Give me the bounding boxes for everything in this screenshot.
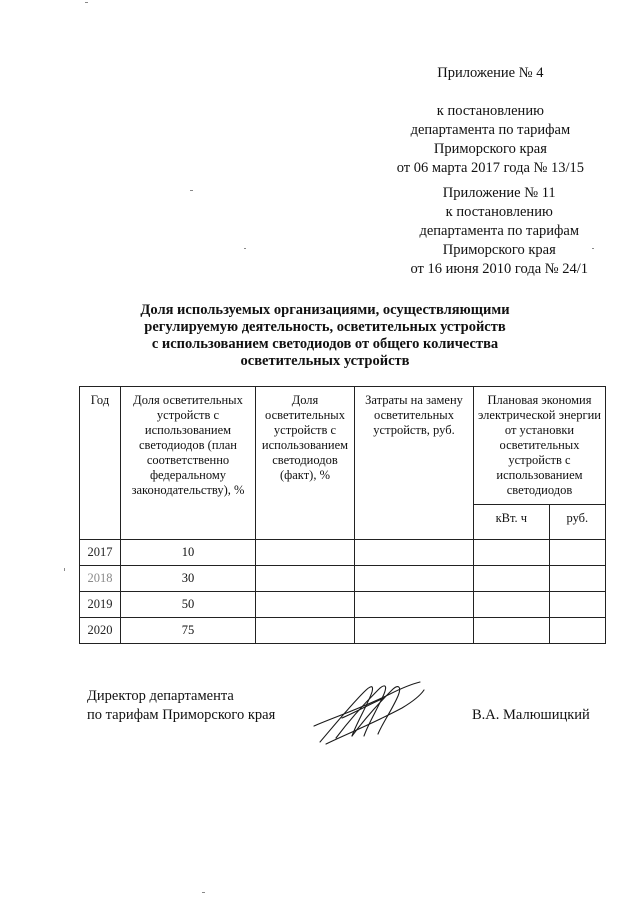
cell-costs [355,618,474,644]
appendix-11-line: Приморского края [442,242,556,258]
cell-rub [549,540,605,566]
appendix-11-block [410,184,588,279]
table-row [80,566,606,592]
title-line: регулируемую деятельность, осветительных устройств [144,319,506,335]
cell-year: 2020 [80,618,121,644]
appendix-4-line: Приморского края [433,141,547,157]
cell-year: 2018 [80,566,121,592]
appendix-11-line: департамента по тарифам [419,223,580,239]
cell-kwh [474,592,550,618]
header-savings: Плановая экономия электрической энергии от установки осветительных устройств с использованием светодиодов [474,387,606,505]
cell-plan: 30 [121,566,256,592]
table-row [80,540,606,566]
cell-kwh [474,618,550,644]
table-row [80,592,606,618]
scan-speck [64,568,65,571]
scan-speck [592,248,594,249]
cell-costs [355,592,474,618]
title-line: Доля используемых организациями, осуществляющими [140,302,510,318]
cell-plan: 75 [121,618,256,644]
appendix-4-line: департамента по тарифам [410,122,571,138]
cell-kwh [474,566,550,592]
appendix-4-block [397,64,584,178]
cell-fact [256,618,355,644]
scan-speck [244,248,246,249]
cell-kwh [474,540,550,566]
cell-plan: 10 [121,540,256,566]
header-share-plan: Доля осветительных устройств с использованием светодиодов (план соответственно федеральному законодательству), % [121,387,256,540]
appendix-11-line: от 16 июня 2010 года № 24/1 [410,261,588,277]
header-rub: руб. [549,505,605,540]
cell-year: 2019 [80,592,121,618]
header-year: Год [80,387,121,540]
table-row [80,618,606,644]
appendix-4-line: от 06 марта 2017 года № 13/15 [396,160,584,176]
appendix-11-line: к постановлению [445,204,553,220]
cell-fact [256,566,355,592]
cell-rub [549,592,605,618]
handwritten-signature [312,678,432,748]
appendix-11-number: Приложение № 11 [442,185,556,201]
cell-costs [355,566,474,592]
cell-year: 2017 [80,540,121,566]
cell-plan: 50 [121,592,256,618]
cell-fact [256,540,355,566]
cell-fact [256,592,355,618]
title-line: с использованием светодиодов от общего количества [151,336,499,352]
header-share-fact: Доля осветительных устройств с использованием светодиодов (факт), % [256,387,355,540]
header-kwh: кВт. ч [474,505,550,540]
cell-rub [549,618,605,644]
cell-rub [549,566,605,592]
scan-speck [202,892,205,893]
position-line: Директор департамента [87,688,234,704]
signatory-name: В.А. Малюшицкий [472,707,590,723]
header-costs: Затраты на замену осветительных устройств, руб. [355,387,474,540]
appendix-4-number: Приложение № 4 [437,65,544,81]
led-share-table [79,386,606,644]
position-line: по тарифам Приморского края [87,707,276,723]
scan-speck [190,190,193,191]
appendix-4-line: к постановлению [436,103,544,119]
signatory-position [87,687,275,725]
document-title [110,302,540,370]
cell-costs [355,540,474,566]
title-line: осветительных устройств [240,353,410,369]
scan-speck [85,2,88,3]
